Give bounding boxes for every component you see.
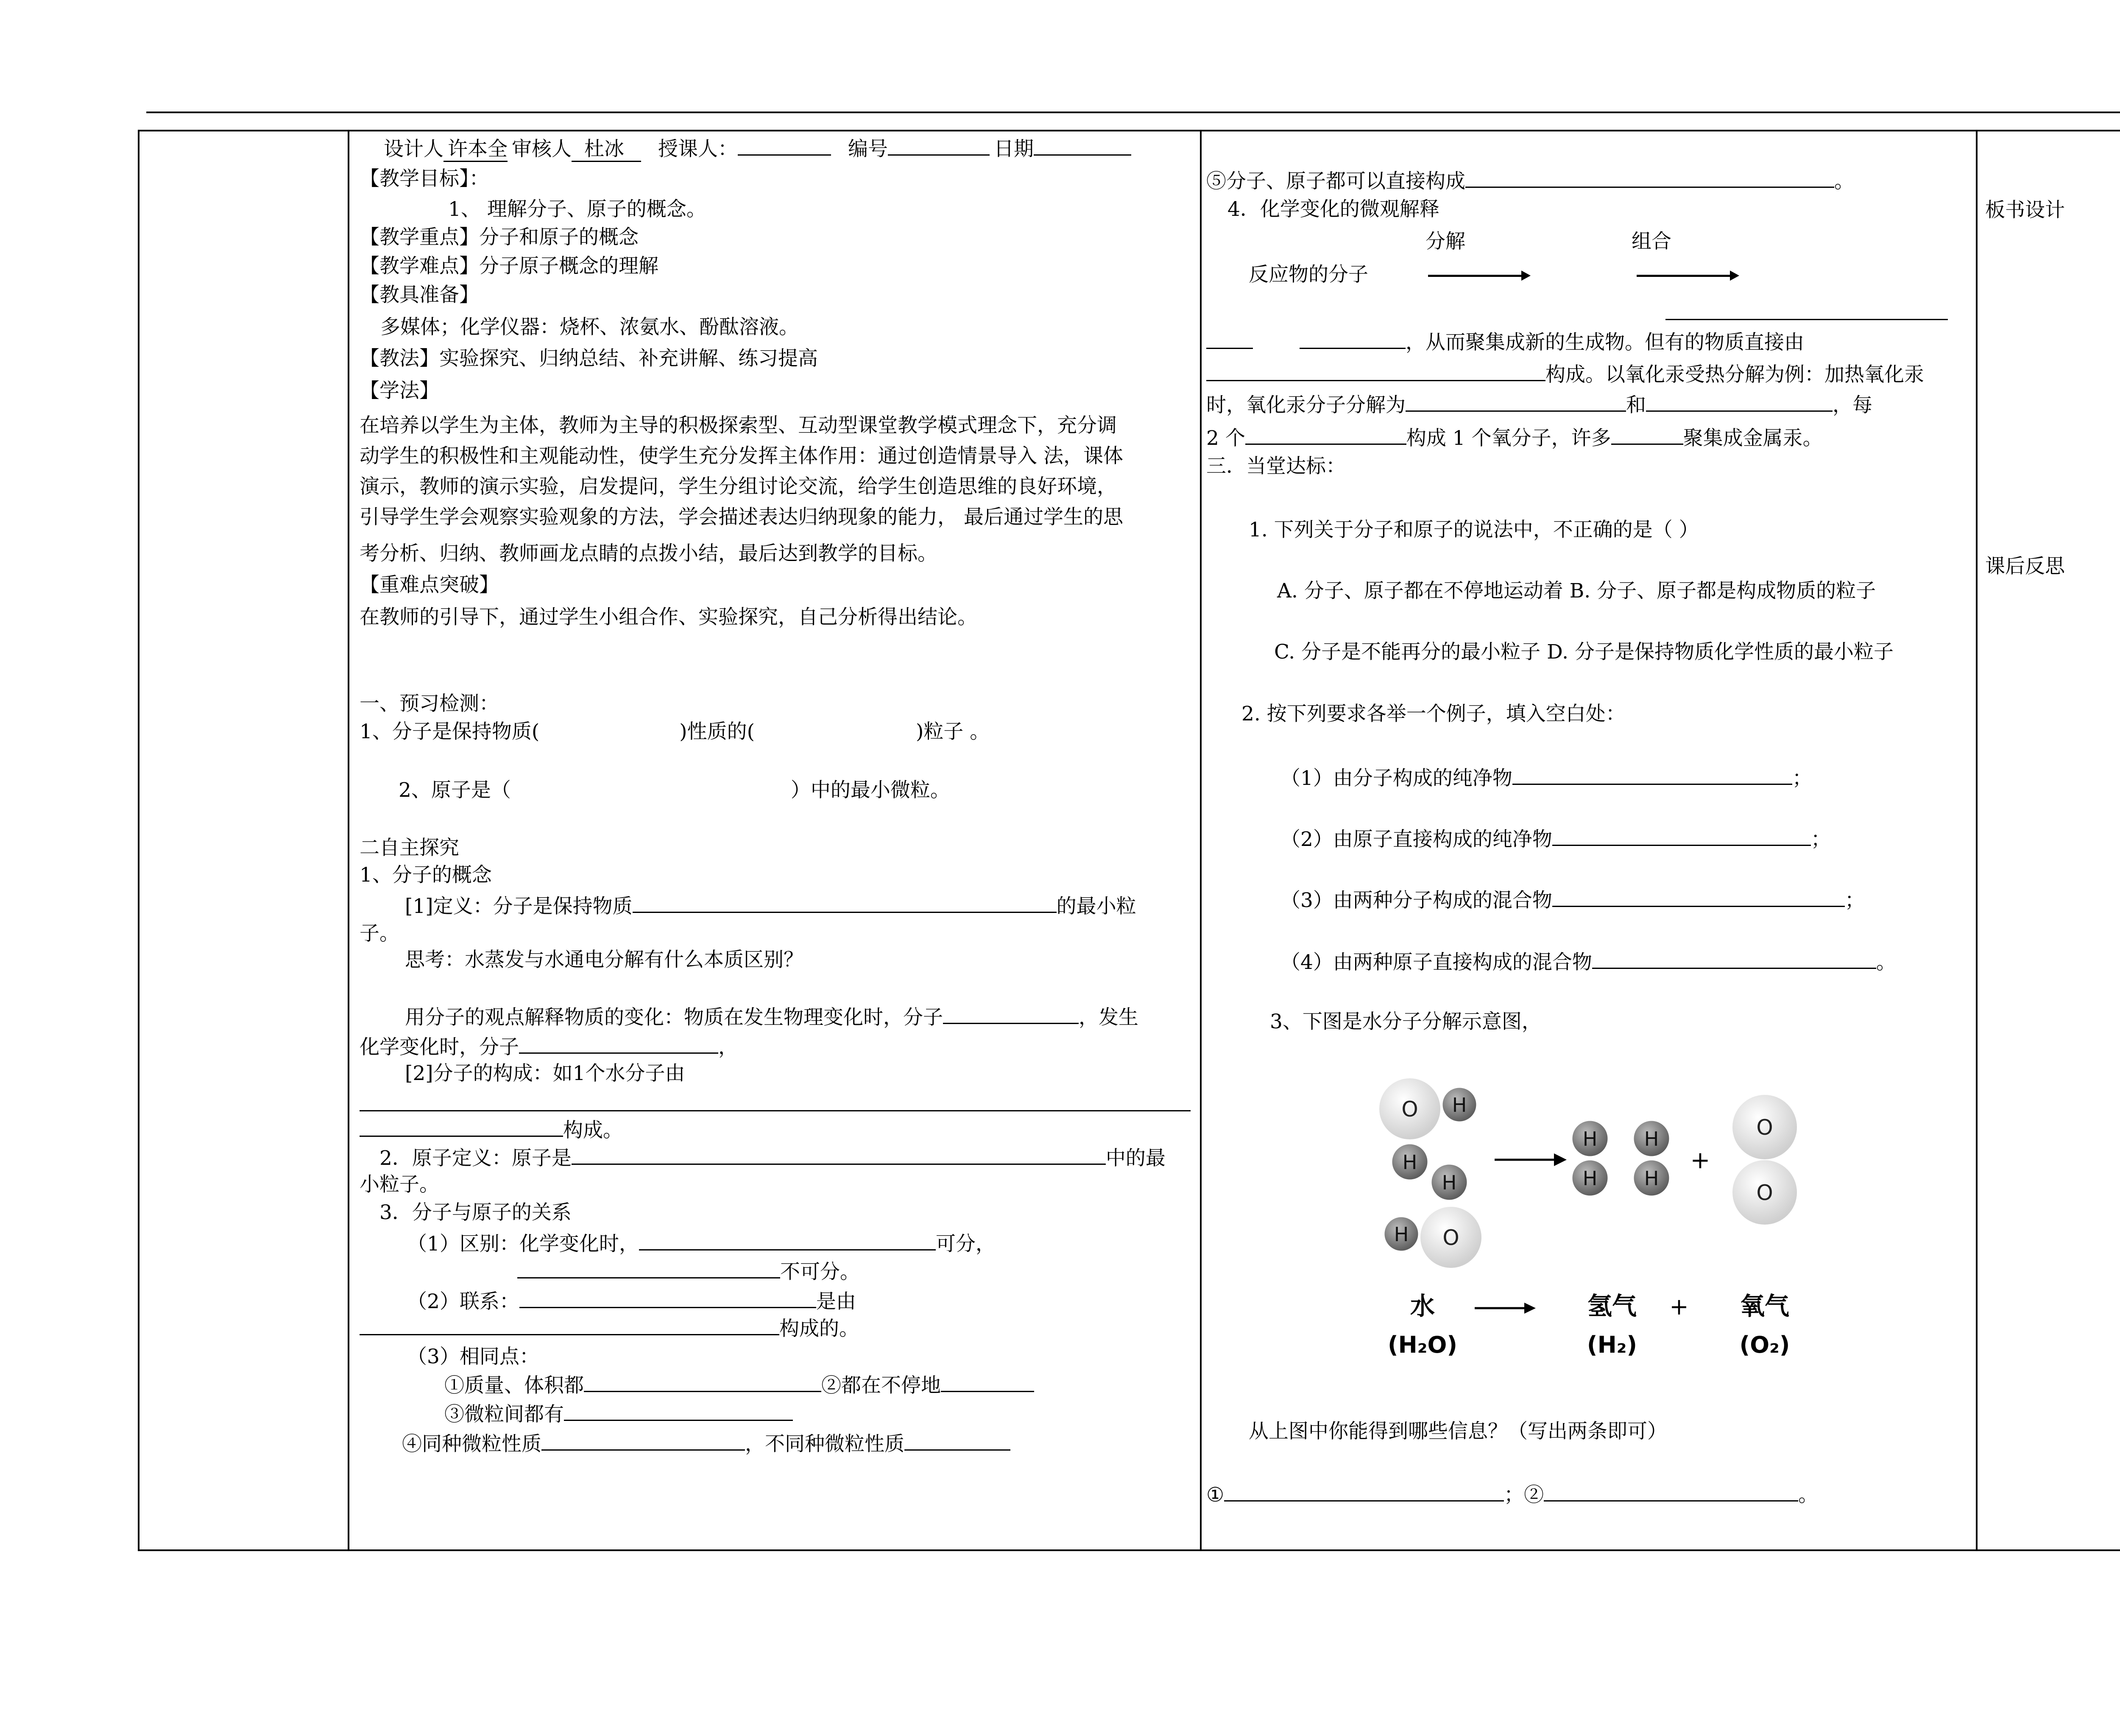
answer-blank	[1592, 950, 1876, 969]
composition-end: 构成。	[360, 1118, 623, 1140]
tools: 多媒体；化学仪器：烧杯、浓氨水、酚酞溶液。	[380, 315, 799, 339]
explore-heading: 二自主探究	[360, 836, 459, 860]
answer-blank	[1300, 330, 1406, 349]
column-divider-3	[1976, 130, 1978, 1551]
study-line: 在培养以学生为主体，教师为主导的积极探索型、互动型课堂教学模式理念下，充分调	[360, 414, 1117, 437]
question-2-3: （3）由两种分子构成的混合物 ；	[1280, 889, 1865, 912]
explain-line: 用分子的观点解释物质的变化：物质在发生物理变化时，分子 ，发生	[405, 1006, 1138, 1029]
preview-q1: 1、分子是保持物质( )性质的( )粒子 。	[360, 720, 990, 743]
molecule-concept: 1、分子的概念	[360, 863, 492, 887]
paragraph-line-2: 构成。以氧化汞受热分解为例：加热氧化汞	[1206, 362, 1924, 385]
hydrogen-label: 氢气	[1587, 1292, 1637, 1320]
oxygen-formula: (O₂)	[1739, 1331, 1790, 1358]
column-divider-2	[1200, 130, 1202, 1551]
same-line-4: ④同种微粒性质 ，不同种微粒性质	[402, 1432, 1010, 1454]
atom-definition-cont: 小粒子。	[360, 1173, 439, 1196]
atom-label: H	[1452, 1094, 1467, 1116]
answer-blank	[1646, 393, 1833, 412]
atom-label: O	[1756, 1115, 1773, 1140]
water-label: 水	[1410, 1292, 1435, 1320]
answer-blank	[1465, 169, 1834, 188]
answer-blank	[519, 1035, 718, 1054]
hydrogen-formula: (H₂)	[1587, 1331, 1637, 1358]
answer-blank	[360, 1118, 563, 1137]
study-line: 引导学生学会观察实验观象的方法，学会描述表达归纳现象的能力， 最后通过学生的思	[360, 505, 1123, 529]
link-line: （2）联系： 是由	[407, 1290, 856, 1313]
atom-label: O	[1401, 1097, 1418, 1122]
answer-blank	[1552, 827, 1811, 846]
tools-heading: 【教具准备】	[360, 283, 479, 307]
code-blank	[888, 137, 990, 156]
plus-sign: +	[1669, 1293, 1689, 1320]
difference-line: （1）区别：化学变化时， 可分，	[407, 1232, 996, 1256]
preview-q2: 2、原子是（ ）中的最小微粒。	[399, 779, 950, 802]
answer-blank	[1224, 1482, 1504, 1502]
question-2-4: （4）由两种原子直接构成的混合物 。	[1280, 951, 1896, 974]
answer-blank	[1552, 888, 1845, 907]
item-5: ⑤分子、原子都可以直接构成 。	[1206, 170, 1854, 193]
answer-blank	[1206, 362, 1545, 381]
paragraph-line-1: ，从而聚集成新的生成物。但有的物质直接由	[1206, 330, 1804, 352]
study-heading: 【学法】	[360, 379, 439, 402]
answer-blank	[1206, 330, 1253, 349]
oxygen-label: 氧气	[1740, 1292, 1790, 1320]
paragraph-line-4: 2 个 构成 1 个氧分子，许多 聚集成金属汞。	[1206, 427, 1823, 450]
reviewer-name: 杜冰	[572, 137, 641, 162]
date-blank	[1034, 137, 1131, 156]
answer-blank	[1245, 426, 1406, 445]
atom-label: O	[1756, 1181, 1773, 1205]
breakthrough-heading: 【重难点突破】	[360, 573, 499, 597]
answer-blank	[633, 894, 1057, 913]
answer-blank	[904, 1432, 1010, 1451]
answer-blank	[941, 1373, 1034, 1392]
answer-blank	[541, 1432, 745, 1451]
molecule-definition: [1]定义：分子是保持物质 的最小粒	[405, 895, 1136, 918]
molecule-definition-cont: 子。	[360, 922, 399, 945]
explain-line-2: 化学变化时，分子 ，	[360, 1035, 738, 1059]
answer-blank	[1665, 319, 1948, 320]
same-heading: （3）相同点：	[407, 1345, 539, 1368]
designer-name: 许本全	[444, 137, 508, 162]
combine-label: 组合	[1632, 230, 1671, 253]
same-line-3: ③微粒间都有	[444, 1402, 793, 1424]
answer-blank	[572, 1146, 1106, 1165]
test-heading: 三．当堂达标：	[1206, 455, 1346, 478]
answer-blank	[564, 1402, 793, 1421]
atom-label: H	[1442, 1171, 1457, 1194]
water-decomposition-diagram	[1357, 1060, 1823, 1382]
link-cont: 构成的。	[360, 1316, 859, 1339]
composition-line: [2]分子的构成：如1个水分子由	[405, 1062, 685, 1085]
reactant-label: 反应物的分子	[1249, 263, 1368, 286]
atom-label: H	[1582, 1128, 1598, 1150]
objective-1: 1、 理解分子、原子的概念。	[448, 198, 706, 221]
answer-blank	[1406, 393, 1626, 412]
answer-blank	[519, 1289, 816, 1308]
atom-label: H	[1402, 1151, 1417, 1174]
method: 【教法】实验探究、归纳总结、补充讲解、练习提高	[360, 347, 818, 370]
question-2-1: （1）由分子构成的纯净物 ；	[1280, 767, 1812, 790]
decompose-label: 分解	[1425, 230, 1465, 253]
atom-label: H	[1582, 1167, 1598, 1190]
answer-blank	[943, 1005, 1079, 1024]
answer-blank	[584, 1373, 821, 1392]
answer-blank	[360, 1316, 779, 1335]
reflection-label: 课后反思	[1985, 555, 2065, 578]
preview-heading: 一、预习检测：	[360, 692, 499, 715]
question-2-2: （2）由原子直接构成的纯净物 ；	[1280, 828, 1831, 851]
atom-label: H	[1644, 1128, 1659, 1150]
answer-blank	[1611, 426, 1683, 445]
atom-label: H	[1644, 1167, 1659, 1190]
answer-blank	[517, 1259, 780, 1278]
micro-heading: 4．化学变化的微观解释	[1227, 198, 1439, 221]
answer-blank	[360, 1110, 1191, 1111]
answer-blank	[1544, 1482, 1798, 1502]
header-line: 设计人 许本全 审核人 杜冰 授课人： 编号 日期	[384, 137, 1131, 159]
study-line: 考分析、归纳、教师画龙点睛的点拨小结，最后达到教学的目标。	[360, 542, 937, 565]
header-rule	[146, 112, 2120, 113]
column-divider-1	[348, 130, 349, 1551]
keypoint: 【教学重点】分子和原子的概念	[360, 226, 639, 249]
answer-blank	[639, 1231, 936, 1250]
atom-label: O	[1442, 1225, 1459, 1250]
decompose-arrow	[1428, 275, 1525, 277]
same-line-1: ①质量、体积都 ②都在不停地	[444, 1373, 1034, 1395]
difficulty: 【教学难点】分子原子概念的理解	[360, 254, 658, 278]
objective-heading: 【教学目标】：	[360, 167, 489, 190]
info-question: 从上图中你能得到哪些信息？（写出两条即可）	[1249, 1420, 1667, 1443]
question-1: 1. 下列关于分子和原子的说法中，不正确的是（ ）	[1249, 518, 1699, 541]
answer-line: ① ；② 。	[1206, 1483, 1819, 1507]
atom-label: H	[1394, 1223, 1409, 1246]
study-line: 演示，教师的演示实验，启发提问，学生分组讨论交流，给学生创造思维的良好环境，	[360, 475, 1117, 498]
question-3: 3、下图是水分子分解示意图，	[1270, 1010, 1542, 1033]
question-1-options-ab: A. 分子、原子都在不停地运动着 B. 分子、原子都是构成物质的粒子	[1277, 579, 1876, 603]
paragraph-line-3: 时，氧化汞分子分解为 和 ，每	[1206, 394, 1872, 417]
water-formula: (H₂O)	[1387, 1331, 1458, 1358]
study-line: 动学生的积极性和主观能动性，使学生充分发挥主体作用：通过创造情景导入 法，课体	[360, 444, 1123, 468]
question-1-options-cd: C. 分子是不能再分的最小粒子 D. 分子是保持物质化学性质的最小粒子	[1274, 640, 1894, 664]
combine-arrow	[1637, 275, 1733, 277]
answer-blank	[1512, 766, 1792, 785]
plus-sign: +	[1690, 1147, 1710, 1174]
board-design-label: 板书设计	[1985, 198, 2065, 222]
breakthrough: 在教师的引导下，通过学生小组合作、实验探究，自己分析得出结论。	[360, 606, 977, 629]
atom-definition: 2．原子定义：原子是 中的最	[379, 1147, 1166, 1170]
relation-heading: 3．分子与原子的关系	[379, 1201, 572, 1224]
teacher-blank	[738, 137, 831, 156]
difference-cont: 不可分。	[517, 1259, 860, 1282]
question-2: 2. 按下列要求各举一个例子，填入空白处：	[1241, 702, 1626, 726]
think-question: 思考：水蒸发与水通电分解有什么本质区别？	[405, 948, 803, 971]
